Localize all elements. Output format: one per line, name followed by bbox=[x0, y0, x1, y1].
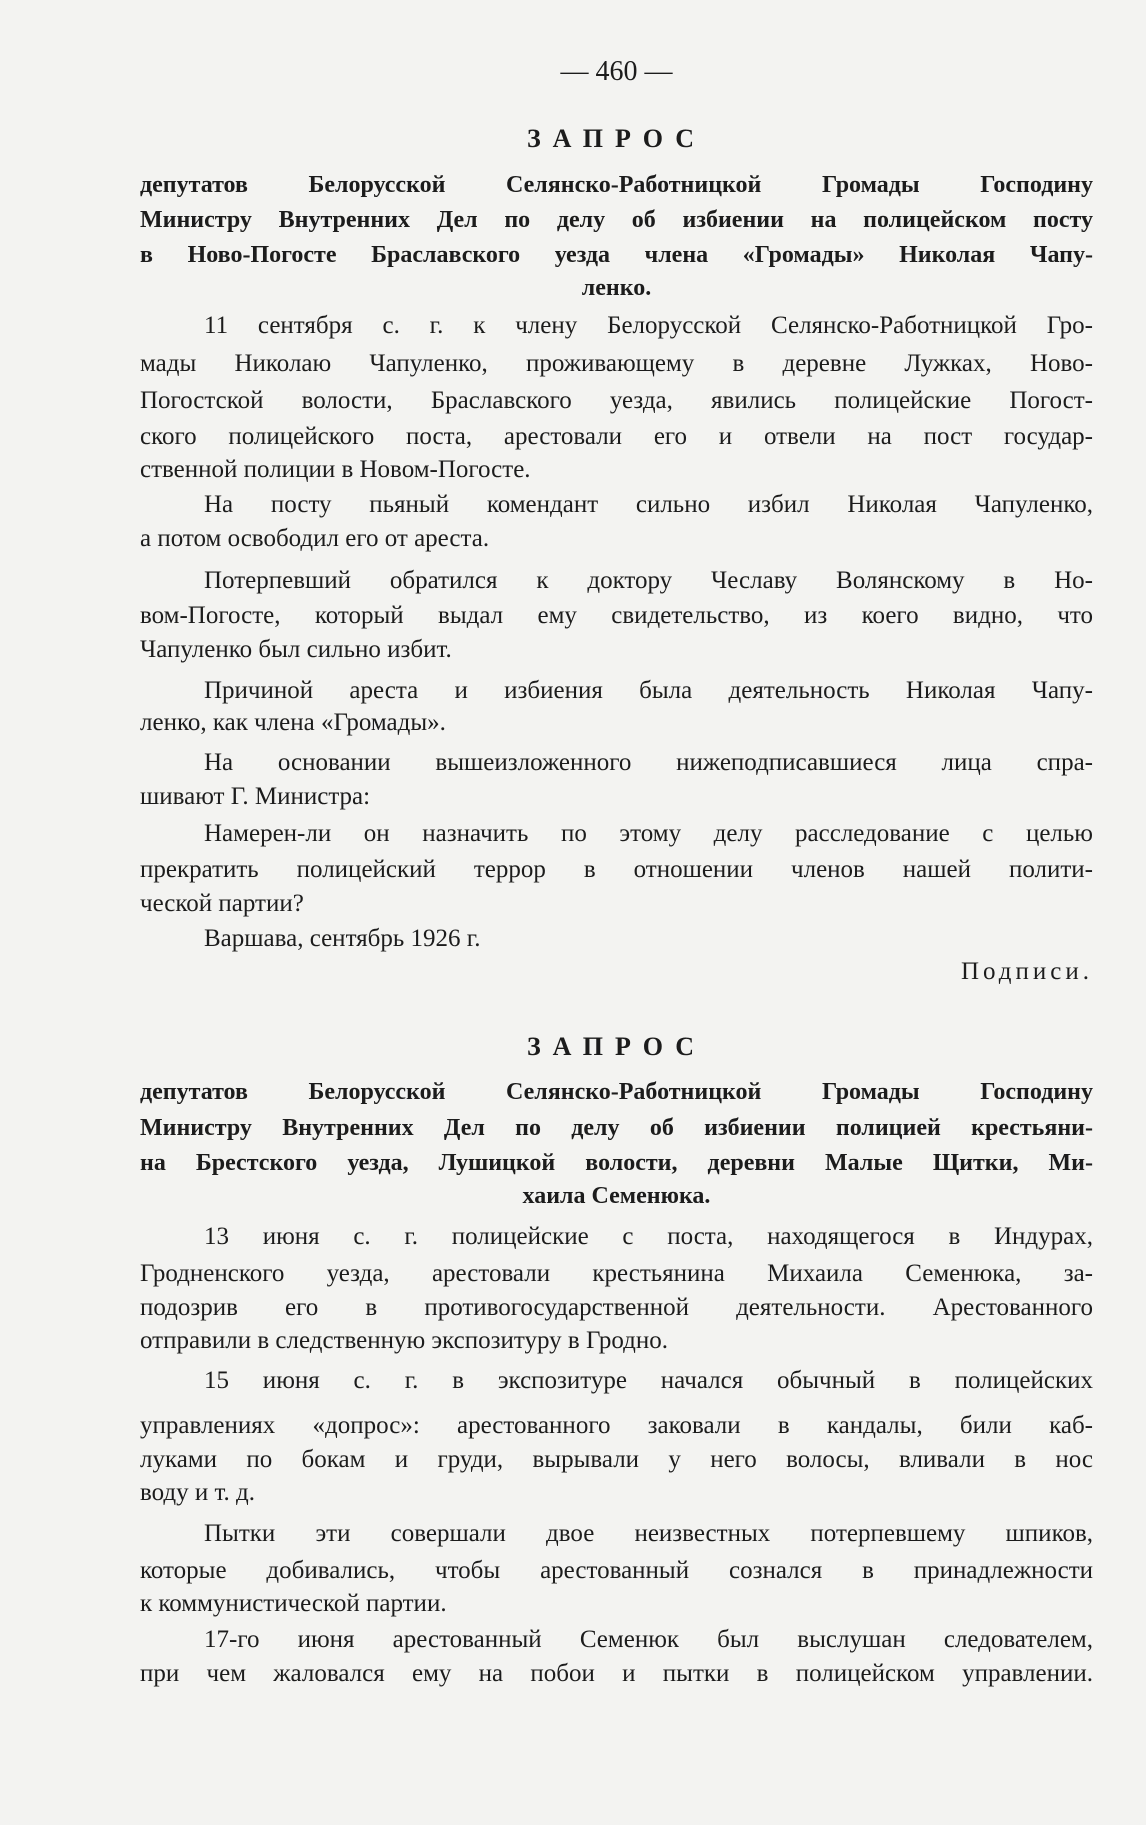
request-heading: ЗАПРОС bbox=[526, 1032, 707, 1061]
request-title-line: депутатов Белорусской Селянско-Работницкой Громады Господину bbox=[140, 1079, 1093, 1105]
body-line: ческой партии? bbox=[140, 890, 304, 917]
body-line: Причиной ареста и избиения была деятельность Николая Чапу- bbox=[204, 677, 1093, 704]
body-line: прекратить полицейский террор в отношении членов нашей полити- bbox=[140, 856, 1093, 883]
request-title-line: депутатов Белорусской Селянско-Работницкой Громады Господину bbox=[140, 172, 1093, 198]
body-line: Намерен-ли он назначить по этому делу расследование с целью bbox=[204, 820, 1093, 847]
place-date: Варшава, сентябрь 1926 г. bbox=[204, 925, 481, 952]
body-line: Гродненского уезда, арестовали крестьянина Михаила Семенюка, за- bbox=[140, 1260, 1093, 1287]
request-title-line: на Брестского уезда, Лушицкой волости, деревни Малые Щитки, Ми- bbox=[140, 1150, 1093, 1176]
signatures: Подписи. bbox=[960, 958, 1093, 985]
body-line: луками по бокам и груди, вырывали у него волосы, вливали в нос bbox=[140, 1446, 1093, 1473]
page-number: — 460 — bbox=[560, 56, 673, 87]
request-title-line: Министру Внутренних Дел по делу об избиении на полицейском посту bbox=[140, 207, 1093, 233]
body-line: к коммунистической партии. bbox=[140, 1590, 447, 1617]
body-line: шивают Г. Министра: bbox=[140, 783, 371, 810]
body-line: 11 сентября с. г. к члену Белорусской Селянско-Работницкой Гро- bbox=[204, 312, 1093, 339]
body-line: воду и т. д. bbox=[140, 1479, 256, 1506]
body-line: управлениях «допрос»: арестованного заковали в кандалы, били каб- bbox=[140, 1412, 1093, 1439]
body-line: Чапуленко был сильно избит. bbox=[140, 636, 452, 663]
body-line: ленко, как члена «Громады». bbox=[140, 709, 446, 736]
body-line: 15 июня с. г. в экспозитуре начался обычный в полицейских bbox=[204, 1367, 1093, 1394]
body-line: Потерпевший обратился к доктору Чеславу Волянскому в Но- bbox=[204, 567, 1093, 594]
body-line: Погостской волости, Браславского уезда, явились полицейские Погост- bbox=[140, 387, 1093, 414]
body-line: отправили в следственную экспозитуру в Гродно. bbox=[140, 1327, 668, 1354]
body-line: подозрив его в противогосударственной деятельности. Арестованного bbox=[140, 1294, 1093, 1321]
body-line: Пытки эти совершали двое неизвестных потерпевшему шпиков, bbox=[204, 1520, 1093, 1547]
body-line: которые добивались, чтобы арестованный сознался в принадлежности bbox=[140, 1557, 1093, 1584]
body-line: при чем жаловался ему на побои и пытки в полицейском управлении. bbox=[140, 1660, 1093, 1687]
body-line: вом-Погосте, который выдал ему свидетельство, из коего видно, что bbox=[140, 602, 1093, 629]
body-line: ственной полиции в Новом-Погосте. bbox=[140, 456, 531, 483]
request-title-line: в Ново-Погосте Браславского уезда члена «Громады» Николая Чапу- bbox=[140, 242, 1093, 268]
request-heading: ЗАПРОС bbox=[526, 124, 707, 153]
body-line: На основании вышеизложенного нижеподписавшиеся лица спра- bbox=[204, 749, 1093, 776]
body-line: а потом освободил его от ареста. bbox=[140, 525, 490, 552]
body-line: На посту пьяный комендант сильно избил Николая Чапуленко, bbox=[204, 491, 1093, 518]
body-line: 13 июня с. г. полицейские с поста, находящегося в Индурах, bbox=[204, 1223, 1093, 1250]
body-line: мады Николаю Чапуленко, проживающему в деревне Лужках, Ново- bbox=[140, 350, 1093, 377]
body-line: 17-го июня арестованный Семенюк был выслушан следователем, bbox=[204, 1626, 1093, 1653]
request-title-line: Министру Внутренних Дел по делу об избиении полицией крестьяни- bbox=[140, 1115, 1093, 1141]
request-title-line: ленко. bbox=[581, 275, 652, 301]
body-line: ского полицейского поста, арестовали его и отвели на пост государ- bbox=[140, 423, 1093, 450]
request-title-line: хаила Семенюка. bbox=[522, 1183, 711, 1209]
